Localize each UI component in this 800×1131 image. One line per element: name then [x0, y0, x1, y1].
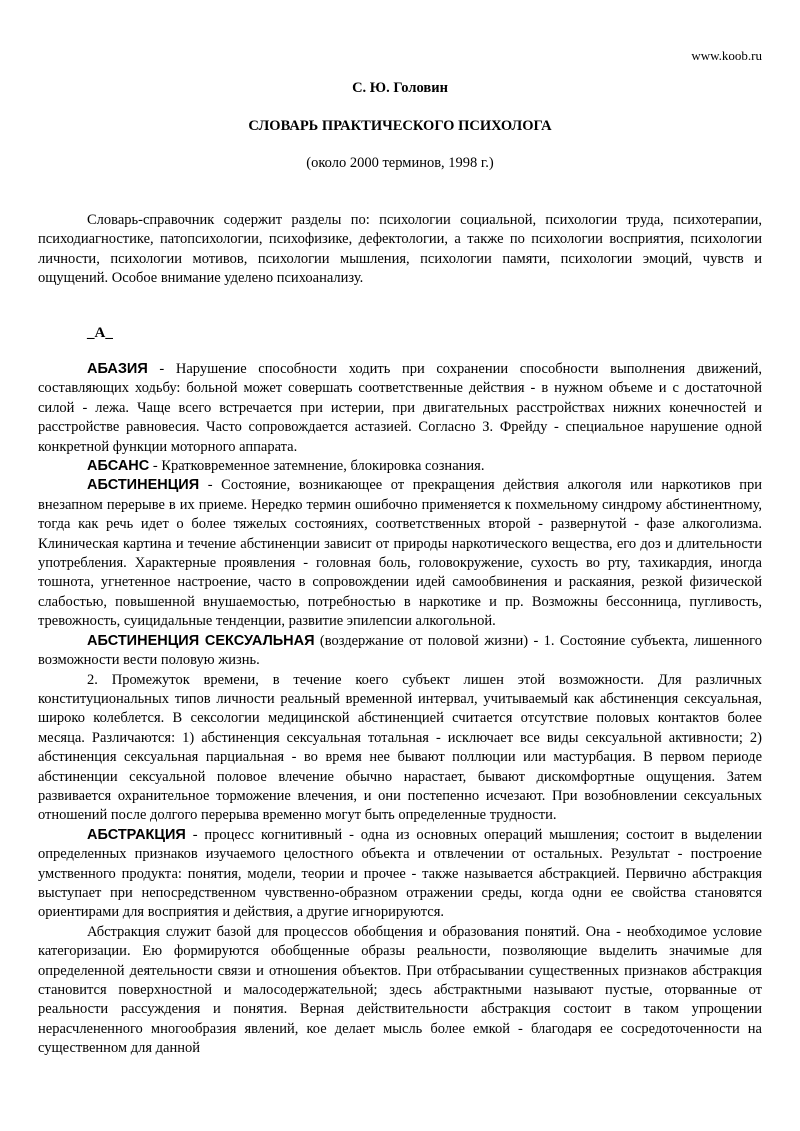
entry-term: АБСТИНЕНЦИЯ СЕКСУАЛЬНАЯ: [87, 632, 315, 649]
entry-text: - Кратковременное затемнение, блокировка сознания.: [149, 458, 485, 475]
entry-absans: [38, 457, 762, 476]
dictionary-entries: [38, 360, 762, 1059]
book-subtitle: (около 2000 терминов, 1998 г.): [306, 155, 494, 171]
entry-term: АБСАНС: [87, 458, 150, 475]
entry-text: - Состояние, возникающее от прекращения действия алкоголя или наркотиков при внезапном перерыве в их приеме. Нередко термин ошибочно применяется к похмельному синдрому абстинентному, тогда как речь идет о более тяжелых состояниях, соответственных второй - развернутой - фазе алкоголизма. Клиническая картина и течение абстиненции зависит от природы наркотического вещества, его доз и длительности употребления. Характерные проявления - головная боль, головокружение, сухость во рту, тахикардия, иногда тошнота, угнетенное настроение, часто в сопровождении идей самообвинения и раскаяния, резкой физической слабостью, повышенной внушаемостью, потребностью в наркотике и пр. Возможны бессонница, пугливость, тревожность, суицидальные тенденции, развитие эпилепсии алкогольной.: [38, 477, 762, 630]
entry-abstrakciya: [38, 826, 762, 923]
entry-text: - Нарушение способности ходить при сохранении способности выполнения движений, составляющих ходьбу: больной может совершать соответственные действия - в нужном объеме и с достаточной силой - лежа. Чаще всего встречается при истерии, при двигательных расстройствах нижних конечностей и расстройстве равновесия. Часто сопровождается астазией. Согласно З. Фрейду - специальное нарушение одной конкретной функции моторного аппарата.: [38, 361, 762, 455]
entry-text: Абстракция служит базой для процессов обобщения и образования понятий. Она - необходимое условие категоризации. Ею формируются обобщенные образы реальности, позволяющие выделить значимые для определенной деятельности связи и отношения объектов. При отбрасывании существенных признаков абстракция становится поверхностной и малосодержательной; здесь абстрактными называют пустые, оторванные от реальности рассуждения и понятия. Верная действительности абстракция состоит в таком упрощении нерасчлененного многообразия явлений, кое делает мысль более емкой - благодаря ее сосредоточенности на существенном для данной: [38, 923, 762, 1057]
intro-section: [38, 211, 762, 289]
section-letter: _А_: [87, 325, 113, 341]
entry-continuation: [38, 923, 762, 1059]
intro-paragraph: Словарь-справочник содержит разделы по: психологии социальной, психологии труда, психотерапии, психодиагностике, патопсихологии, психофизике, дефектологии, а также по психологии восприятия, психологии личности, психологии мотивов, психологии мышления, психологии памяти, психологии эмоций, чувств и ощущений. Особое внимание уделено психоанализу.: [38, 212, 762, 287]
entry-text: 2. Промежуток времени, в течение коего субъект лишен этой возможности. Для различных конституциональных типов личности реальный временной интервал, учитываемый как абстиненция сексуальная, широко колеблется. В сексологии медицинской абстиненцией считается отсутствие половых контактов более месяца. Различаются: 1) абстиненция сексуальная тотальная - исключает все виды сексуальной активности; 2) абстиненция сексуальная парциальная - во время нее бывают поллюции или мастурбация. В первом периоде абстиненции сексуальной половое влечение обычно нарастает, бывают дискомфортные ощущения. Затем развивается охранительное торможение влечения, и они постепенно исчезают. При возобновлении сексуальных отношений после долгого перерыва временно могут быть определенные трудности.: [38, 671, 762, 824]
entry-text: - процесс когнитивный - одна из основных операций мышления; состоит в выделении определенных признаков изучаемого целостного объекта и отвлечении от остальных. Результат - построение умственного продукта: понятия, модели, теории и прочее - также называется абстракцией. Первично абстракция выступает при непосредственном чувственно-образном отражении среды, когда одни ее свойства становятся ориентирами для восприятия и действия, а другие игнорируются.: [38, 826, 762, 921]
entry-term: АБСТРАКЦИЯ: [87, 826, 186, 843]
entry-abaziya: [38, 360, 762, 457]
entry-abstinenciya: [38, 476, 762, 631]
book-title: СЛОВАРЬ ПРАКТИЧЕСКОГО ПСИХОЛОГА: [248, 118, 552, 134]
book-author: С. Ю. Головин: [352, 80, 448, 96]
entry-term: АБСТИНЕНЦИЯ: [87, 477, 200, 494]
entry-text: (воздержание от половой жизни) - 1. Состояние субъекта, лишенного возможности вести половую жизнь.: [38, 632, 762, 669]
entry-abstinenciya-seksualnaya: [38, 632, 762, 671]
entry-continuation: [38, 671, 762, 826]
site-url: www.koob.ru: [691, 48, 762, 63]
entry-term: АБАЗИЯ: [87, 361, 148, 377]
